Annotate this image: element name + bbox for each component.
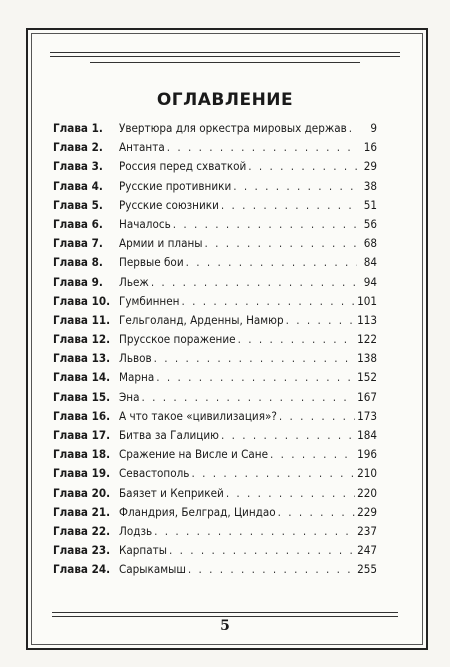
chapter-title: Львов bbox=[119, 351, 152, 366]
dot-leader bbox=[182, 294, 356, 308]
chapter-number: Глава 13. bbox=[53, 351, 111, 366]
dot-leader bbox=[186, 255, 357, 269]
dot-leader bbox=[191, 466, 355, 480]
chapter-title: Льеж bbox=[119, 274, 149, 289]
chapter-title: Русские союзники bbox=[119, 197, 219, 212]
chapter-page: 220 bbox=[357, 485, 377, 500]
chapter-number: Глава 6. bbox=[53, 216, 103, 231]
chapter-page: 51 bbox=[363, 197, 377, 212]
chapter-page: 68 bbox=[363, 236, 377, 251]
chapter-page: 247 bbox=[357, 543, 377, 558]
chapter-title: Началось bbox=[119, 216, 171, 231]
chapter-title: Первые бои bbox=[119, 255, 184, 270]
chapter-title: Антанта bbox=[119, 140, 165, 155]
dot-leader bbox=[221, 198, 357, 212]
dot-leader bbox=[221, 428, 355, 442]
chapter-number: Глава 2. bbox=[53, 140, 103, 155]
toc-entry bbox=[53, 562, 377, 581]
toc-entry bbox=[53, 505, 377, 524]
chapter-number: Глава 7. bbox=[53, 236, 103, 251]
dot-leader bbox=[238, 332, 356, 346]
chapter-page: 84 bbox=[363, 255, 377, 270]
page-number bbox=[0, 618, 450, 634]
chapter-page: 196 bbox=[357, 447, 377, 462]
chapter-page: 113 bbox=[357, 312, 377, 327]
toc-entry bbox=[53, 275, 377, 294]
chapter-number: Глава 11. bbox=[53, 312, 111, 327]
chapter-title: Битва за Галицию bbox=[119, 428, 219, 442]
dot-leader bbox=[156, 370, 355, 384]
chapter-title: Увертюра для оркестра мировых держав bbox=[119, 121, 347, 135]
chapter-title: Марна bbox=[119, 370, 155, 385]
toc-entry bbox=[53, 428, 377, 447]
chapter-page: 138 bbox=[357, 351, 377, 366]
dot-leader bbox=[205, 236, 357, 250]
chapter-number: Глава 23. bbox=[53, 543, 111, 558]
toc-entry bbox=[53, 198, 377, 217]
toc-entry bbox=[53, 159, 377, 178]
chapter-title: Русские противники bbox=[119, 178, 232, 193]
dot-leader bbox=[188, 562, 355, 576]
chapter-title: Лодзь bbox=[119, 523, 153, 538]
dot-leader bbox=[233, 179, 357, 193]
dot-leader bbox=[270, 447, 355, 461]
dot-leader bbox=[173, 217, 357, 231]
dot-leader bbox=[142, 390, 356, 404]
chapter-number: Глава 5. bbox=[53, 197, 103, 212]
dot-leader bbox=[167, 140, 357, 154]
table-of-contents bbox=[53, 121, 377, 582]
chapter-title: Прусское поражение bbox=[119, 332, 236, 347]
chapter-number: Глава 14. bbox=[53, 370, 111, 385]
toc-entry bbox=[53, 140, 377, 159]
chapter-number: Глава 1. bbox=[53, 121, 103, 135]
toc-entry bbox=[53, 236, 377, 255]
chapter-number: Глава 9. bbox=[53, 274, 103, 289]
chapter-page: 237 bbox=[357, 523, 377, 538]
toc-entry bbox=[53, 524, 377, 543]
chapter-title: Гельголанд, Арденны, Намюр bbox=[119, 312, 284, 327]
toc-entry bbox=[53, 486, 377, 505]
chapter-number: Глава 19. bbox=[53, 466, 111, 481]
bottom-ornament-line bbox=[52, 616, 398, 617]
chapter-page: 94 bbox=[363, 274, 377, 289]
dot-leader bbox=[226, 486, 355, 500]
top-ornament-line bbox=[90, 62, 360, 63]
dot-leader bbox=[349, 121, 357, 135]
toc-entry bbox=[53, 466, 377, 485]
chapter-page: 173 bbox=[357, 408, 377, 423]
toc-entry bbox=[53, 543, 377, 562]
dot-leader bbox=[286, 313, 356, 327]
chapter-page: 29 bbox=[363, 159, 377, 174]
chapter-title: Фландрия, Белград, Циндао bbox=[119, 504, 276, 519]
toc-entry bbox=[53, 390, 377, 409]
chapter-title: Сражение на Висле и Сане bbox=[119, 447, 269, 462]
chapter-number: Глава 16. bbox=[53, 408, 111, 423]
toc-entry bbox=[53, 179, 377, 198]
chapter-number: Глава 22. bbox=[53, 523, 111, 538]
chapter-number: Глава 10. bbox=[53, 293, 111, 308]
toc-entry bbox=[53, 370, 377, 389]
chapter-page: 101 bbox=[357, 293, 377, 308]
chapter-page: 16 bbox=[363, 140, 377, 155]
toc-entry bbox=[53, 332, 377, 351]
chapter-title: Гумбиннен bbox=[119, 293, 180, 308]
chapter-page: 56 bbox=[363, 216, 377, 231]
chapter-title: Сарыкамыш bbox=[119, 562, 186, 577]
page-title: ОГЛАВЛЕНИЕ bbox=[156, 90, 294, 110]
chapter-number: Глава 17. bbox=[53, 428, 111, 442]
chapter-page: 167 bbox=[357, 389, 377, 404]
chapter-number: Глава 24. bbox=[53, 562, 111, 577]
page-number-text: 5 bbox=[212, 618, 238, 634]
chapter-page: 210 bbox=[357, 466, 377, 481]
top-ornament-line bbox=[50, 56, 400, 57]
chapter-number: Глава 15. bbox=[53, 389, 111, 404]
chapter-page: 229 bbox=[357, 504, 377, 519]
dot-leader bbox=[154, 351, 355, 365]
dot-leader bbox=[248, 159, 357, 173]
chapter-page: 255 bbox=[357, 562, 377, 577]
chapter-page: 152 bbox=[357, 370, 377, 385]
chapter-title: Эна bbox=[119, 389, 140, 404]
chapter-number: Глава 21. bbox=[53, 504, 111, 519]
toc-entry bbox=[53, 447, 377, 466]
chapter-page: 9 bbox=[370, 121, 377, 135]
chapter-number: Глава 4. bbox=[53, 178, 103, 193]
toc-entry bbox=[53, 409, 377, 428]
toc-entry bbox=[53, 294, 377, 313]
chapter-number: Глава 8. bbox=[53, 255, 103, 270]
dot-leader bbox=[151, 275, 357, 289]
toc-entry bbox=[53, 217, 377, 236]
chapter-number: Глава 18. bbox=[53, 447, 111, 462]
toc-entry bbox=[53, 351, 377, 370]
toc-entry bbox=[53, 313, 377, 332]
dot-leader bbox=[278, 505, 355, 519]
chapter-title: Карпаты bbox=[119, 543, 167, 558]
dot-leader bbox=[279, 409, 355, 423]
chapter-title: Баязет и Кеприкей bbox=[119, 485, 224, 500]
chapter-title: Армии и планы bbox=[119, 236, 203, 251]
dot-leader bbox=[154, 524, 355, 538]
chapter-page: 38 bbox=[363, 178, 377, 193]
chapter-number: Глава 20. bbox=[53, 485, 111, 500]
chapter-title: Севастополь bbox=[119, 466, 190, 481]
chapter-title: Россия перед схваткой bbox=[119, 159, 247, 174]
chapter-title: А что такое «цивилизация»? bbox=[119, 408, 277, 423]
bottom-ornament-line bbox=[52, 612, 398, 613]
chapter-number: Глава 3. bbox=[53, 159, 103, 174]
chapter-number: Глава 12. bbox=[53, 332, 111, 347]
chapter-page: 122 bbox=[357, 332, 377, 347]
dot-leader bbox=[169, 543, 355, 557]
chapter-page: 184 bbox=[357, 428, 377, 442]
toc-entry bbox=[53, 121, 377, 140]
toc-entry bbox=[53, 255, 377, 274]
top-ornament-line bbox=[50, 52, 400, 53]
